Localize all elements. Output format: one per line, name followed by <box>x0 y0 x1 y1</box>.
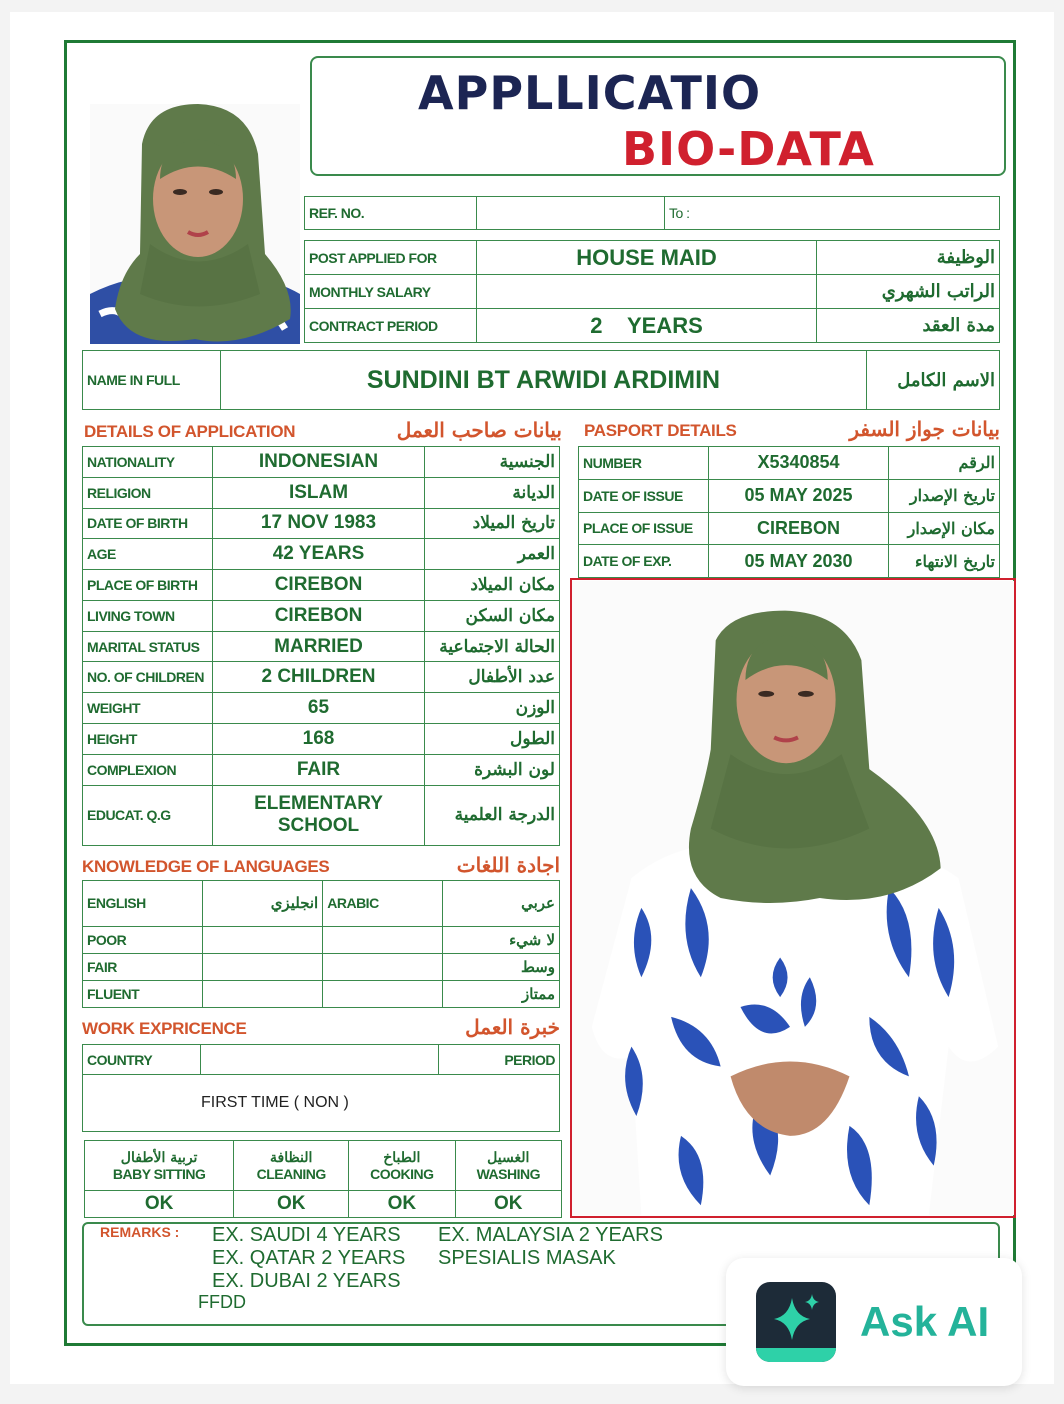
work-heading-ar: خبرة العمل <box>465 1015 560 1039</box>
arabic-level-cell <box>323 953 443 980</box>
passport-field-value: 05 MAY 2030 <box>709 545 889 578</box>
passport-row <box>579 447 1000 480</box>
contract-value <box>477 309 817 343</box>
english-level-cell <box>203 980 323 1007</box>
skill-header <box>234 1141 349 1191</box>
skill-label: COOKING <box>370 1165 434 1182</box>
skill-value: OK <box>349 1191 455 1218</box>
application-row <box>83 447 560 478</box>
arabic-level-cell <box>323 926 443 953</box>
arabic-level-cell <box>323 980 443 1007</box>
application-details-table <box>82 446 560 846</box>
application-field-value: FAIR <box>213 754 425 785</box>
application-field-value: ISLAM <box>213 477 425 508</box>
remarks-label: REMARKS : <box>100 1224 180 1240</box>
application-field-label: COMPLEXION <box>83 754 213 785</box>
skill-header <box>85 1141 234 1191</box>
ask-ai-label: Ask AI <box>860 1298 990 1345</box>
application-field-value: CIREBON <box>213 570 425 601</box>
application-field-value: 42 YEARS <box>213 539 425 570</box>
passport-row <box>579 512 1000 545</box>
application-field-value: CIREBON <box>213 600 425 631</box>
post-label: POST APPLIED FOR <box>305 241 477 275</box>
full-body-photo <box>570 578 1016 1218</box>
passport-field-label: PLACE OF ISSUE <box>579 512 709 545</box>
language-level-label-ar: وسط <box>443 953 560 980</box>
languages-heading: KNOWLEDGE OF LANGUAGES <box>82 857 330 876</box>
remark-line: SPESIALIS MASAK <box>438 1247 616 1269</box>
language-level-label: FAIR <box>83 953 203 980</box>
salary-value <box>477 275 817 309</box>
name-label: NAME IN FULL <box>83 351 221 410</box>
application-field-label: HEIGHT <box>83 724 213 755</box>
passport-field-label-ar: تاريخ الإصدار <box>889 479 1000 512</box>
application-row <box>83 477 560 508</box>
to-label: To : <box>665 197 1000 230</box>
application-field-label: NATIONALITY <box>83 447 213 478</box>
ask-ai-button[interactable] <box>726 1258 1022 1386</box>
application-field-label-ar: عدد الأطفال <box>425 662 560 693</box>
application-field-label: MARITAL STATUS <box>83 631 213 662</box>
post-details-table <box>304 240 1000 343</box>
remark-line: EX. SAUDI 4 YEARS <box>212 1224 401 1246</box>
passport-field-value: X5340854 <box>709 447 889 480</box>
skill-header <box>349 1141 455 1191</box>
application-field-label-ar: لون البشرة <box>425 754 560 785</box>
language-level-label-ar: ممتاز <box>443 980 560 1007</box>
skill-label-ar: الغسيل <box>487 1149 530 1166</box>
language-level-label: FLUENT <box>83 980 203 1007</box>
skill-label-ar: تربية الأطفال <box>120 1149 198 1166</box>
passport-field-label: DATE OF EXP. <box>579 545 709 578</box>
country-label: COUNTRY <box>83 1045 201 1075</box>
skill-label: CLEANING <box>256 1165 326 1182</box>
skills-table <box>84 1140 562 1218</box>
application-field-label: WEIGHT <box>83 693 213 724</box>
name-label-ar: الاسم الكامل <box>867 351 1000 410</box>
passport-field-label-ar: مكان الإصدار <box>889 512 1000 545</box>
contract-unit: YEARS <box>626 312 703 338</box>
passport-field-value: 05 MAY 2025 <box>709 479 889 512</box>
application-field-label-ar: تاريخ الميلاد <box>425 508 560 539</box>
application-field-label: RELIGION <box>83 477 213 508</box>
application-row <box>83 754 560 785</box>
application-row <box>83 785 560 845</box>
application-row <box>83 693 560 724</box>
english-label: ENGLISH <box>83 881 203 927</box>
application-field-label: PLACE OF BIRTH <box>83 570 213 601</box>
period-label: PERIOD <box>439 1045 560 1075</box>
salary-label-ar: الراتب الشهري <box>817 275 1000 309</box>
remark-line: EX. DUBAI 2 YEARS <box>212 1270 401 1292</box>
application-field-label: LIVING TOWN <box>83 600 213 631</box>
passport-row <box>579 479 1000 512</box>
language-level-label-ar: لا شيء <box>443 926 560 953</box>
passport-field-label: NUMBER <box>579 447 709 480</box>
skill-label: WASHING <box>476 1165 540 1182</box>
language-level-row <box>83 980 560 1007</box>
application-row <box>83 508 560 539</box>
languages-table <box>82 880 560 1008</box>
application-field-label-ar: العمر <box>425 539 560 570</box>
application-field-label-ar: الوزن <box>425 693 560 724</box>
languages-heading-ar: اجادة اللغات <box>456 853 560 877</box>
skill-value: OK <box>455 1191 561 1218</box>
english-label-ar: انجليزي <box>203 881 323 927</box>
contract-number: 2 <box>590 312 603 338</box>
title-line-2: BIO-DATA <box>622 122 875 176</box>
application-field-value: MARRIED <box>213 631 425 662</box>
application-row <box>83 539 560 570</box>
portrait-photo-small <box>90 104 300 344</box>
application-field-value: 2 CHILDREN <box>213 662 425 693</box>
application-field-label-ar: مكان السكن <box>425 600 560 631</box>
application-field-label: NO. OF CHILDREN <box>83 662 213 693</box>
skill-header <box>455 1141 561 1191</box>
passport-heading: PASPORT DETAILS <box>584 421 737 440</box>
application-row <box>83 662 560 693</box>
country-cell <box>201 1045 439 1075</box>
remarks-code: FFDD <box>198 1292 246 1312</box>
english-level-cell <box>203 953 323 980</box>
work-heading: WORK EXPRICENCE <box>82 1019 247 1038</box>
ref-no-value <box>477 197 665 230</box>
arabic-label-ar: عربي <box>443 881 560 927</box>
application-field-label: EDUCAT. Q.G <box>83 785 213 845</box>
title-line-1: APPLLICATIO <box>418 66 762 120</box>
skill-label: BABY SITTING <box>112 1165 206 1182</box>
contract-label: CONTRACT PERIOD <box>305 309 477 343</box>
ref-no-row <box>304 196 1000 230</box>
application-field-label-ar: الجنسية <box>425 447 560 478</box>
name-row <box>82 350 1000 410</box>
application-field-value: 65 <box>213 693 425 724</box>
skill-value: OK <box>85 1191 234 1218</box>
english-level-cell <box>203 926 323 953</box>
application-field-label-ar: الطول <box>425 724 560 755</box>
application-heading-ar: بيانات صاحب العمل <box>396 418 562 442</box>
application-field-label: DATE OF BIRTH <box>83 508 213 539</box>
contract-label-ar: مدة العقد <box>817 309 1000 343</box>
passport-details-table <box>578 446 1000 578</box>
passport-heading-ar: بيانات جواز السفر <box>849 417 1000 441</box>
passport-field-label-ar: تاريخ الانتهاء <box>889 545 1000 578</box>
work-entry: FIRST TIME ( NON ) <box>83 1075 560 1132</box>
application-heading: DETAILS OF APPLICATION <box>84 422 296 441</box>
application-field-label-ar: الدرجة العلمية <box>425 785 560 845</box>
passport-field-label: DATE OF ISSUE <box>579 479 709 512</box>
application-field-label-ar: مكان الميلاد <box>425 570 560 601</box>
application-row <box>83 724 560 755</box>
post-label-ar: الوظيفة <box>817 241 1000 275</box>
post-value: HOUSE MAID <box>477 241 817 275</box>
skill-label-ar: النظافة <box>270 1149 313 1166</box>
passport-field-label-ar: الرقم <box>889 447 1000 480</box>
salary-label: MONTHLY SALARY <box>305 275 477 309</box>
application-field-value: 17 NOV 1983 <box>213 508 425 539</box>
work-table <box>82 1044 560 1132</box>
remark-line: EX. MALAYSIA 2 YEARS <box>438 1224 663 1246</box>
application-field-label-ar: الحالة الاجتماعية <box>425 631 560 662</box>
skill-label-ar: الطباخ <box>383 1149 421 1166</box>
passport-field-value: CIREBON <box>709 512 889 545</box>
remark-line: EX. QATAR 2 YEARS <box>212 1247 406 1269</box>
sparkle-icon <box>756 1282 836 1362</box>
language-level-row <box>83 953 560 980</box>
skill-value: OK <box>234 1191 349 1218</box>
application-field-value: ELEMENTARY SCHOOL <box>213 785 425 845</box>
language-level-label: POOR <box>83 926 203 953</box>
application-row <box>83 570 560 601</box>
application-field-value: 168 <box>213 724 425 755</box>
passport-row <box>579 545 1000 578</box>
application-field-label-ar: الديانة <box>425 477 560 508</box>
ref-no-label: REF. NO. <box>305 197 477 230</box>
name-value: SUNDINI BT ARWIDI ARDIMIN <box>221 351 867 410</box>
arabic-label: ARABIC <box>323 881 443 927</box>
application-field-value: INDONESIAN <box>213 447 425 478</box>
application-row <box>83 600 560 631</box>
application-row <box>83 631 560 662</box>
language-level-row <box>83 926 560 953</box>
application-field-label: AGE <box>83 539 213 570</box>
